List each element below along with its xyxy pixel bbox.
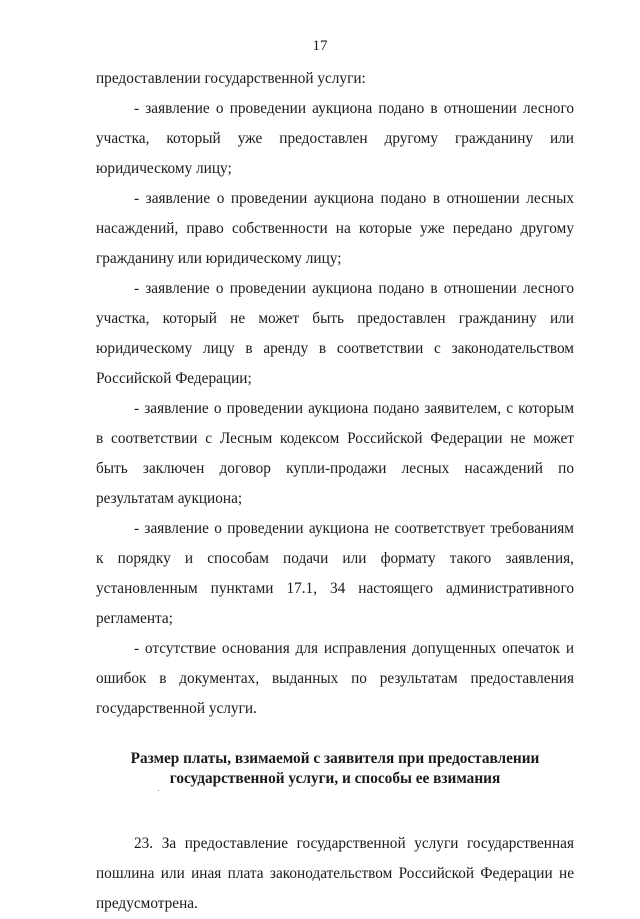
- section-heading-line: Размер платы, взимаемой с заявителя при предоставлении: [130, 750, 540, 767]
- list-item: - отсутствие основания для исправления допущенных опечаток и ошибок в документах, выданных по результатам предоставления государственной услуги.: [96, 640, 574, 717]
- list-item: - заявление о проведении аукциона подано в отношении лесного участка, который уже предоставлен другому гражданину или юридическому лицу;: [96, 100, 574, 177]
- list-item: - заявление о проведении аукциона не соответствует требованиям к порядку и способам подачи или формату такого заявления, установленным пунктами 17.1, 34 настоящего административного регламента;: [96, 520, 574, 627]
- document-body: [96, 64, 574, 919]
- list-item: - заявление о проведении аукциона подано в отношении лесных насаждений, право собственности на которые уже передано другому гражданину или юридическому лицу;: [96, 190, 574, 267]
- page-number: 17: [312, 38, 328, 54]
- section-heading-line: государственной услуги, и способы ее взимания: [169, 770, 501, 787]
- list-item: - заявление о проведении аукциона подано заявителем, с которым в соответствии с Лесным кодексом Российской Федерации не может быть заключен договор купли-продажи лесных насаждений по результатам аукциона;: [96, 400, 574, 507]
- scan-dot: [158, 790, 159, 791]
- list-item: - заявление о проведении аукциона подано в отношении лесного участка, который не может быть предоставлен гражданину или юридическому лицу в аренду в соответствии с законодательством Российской Федерации;: [96, 280, 574, 387]
- spacer: [96, 789, 574, 829]
- paragraph-continuation: предоставлении государственной услуги:: [96, 70, 366, 87]
- paragraph-23: 23. За предоставление государственной услуги государственная пошлина или иная плата законодательством Российской Федерации не предусмотрена.: [96, 835, 574, 912]
- section-heading: [96, 749, 574, 789]
